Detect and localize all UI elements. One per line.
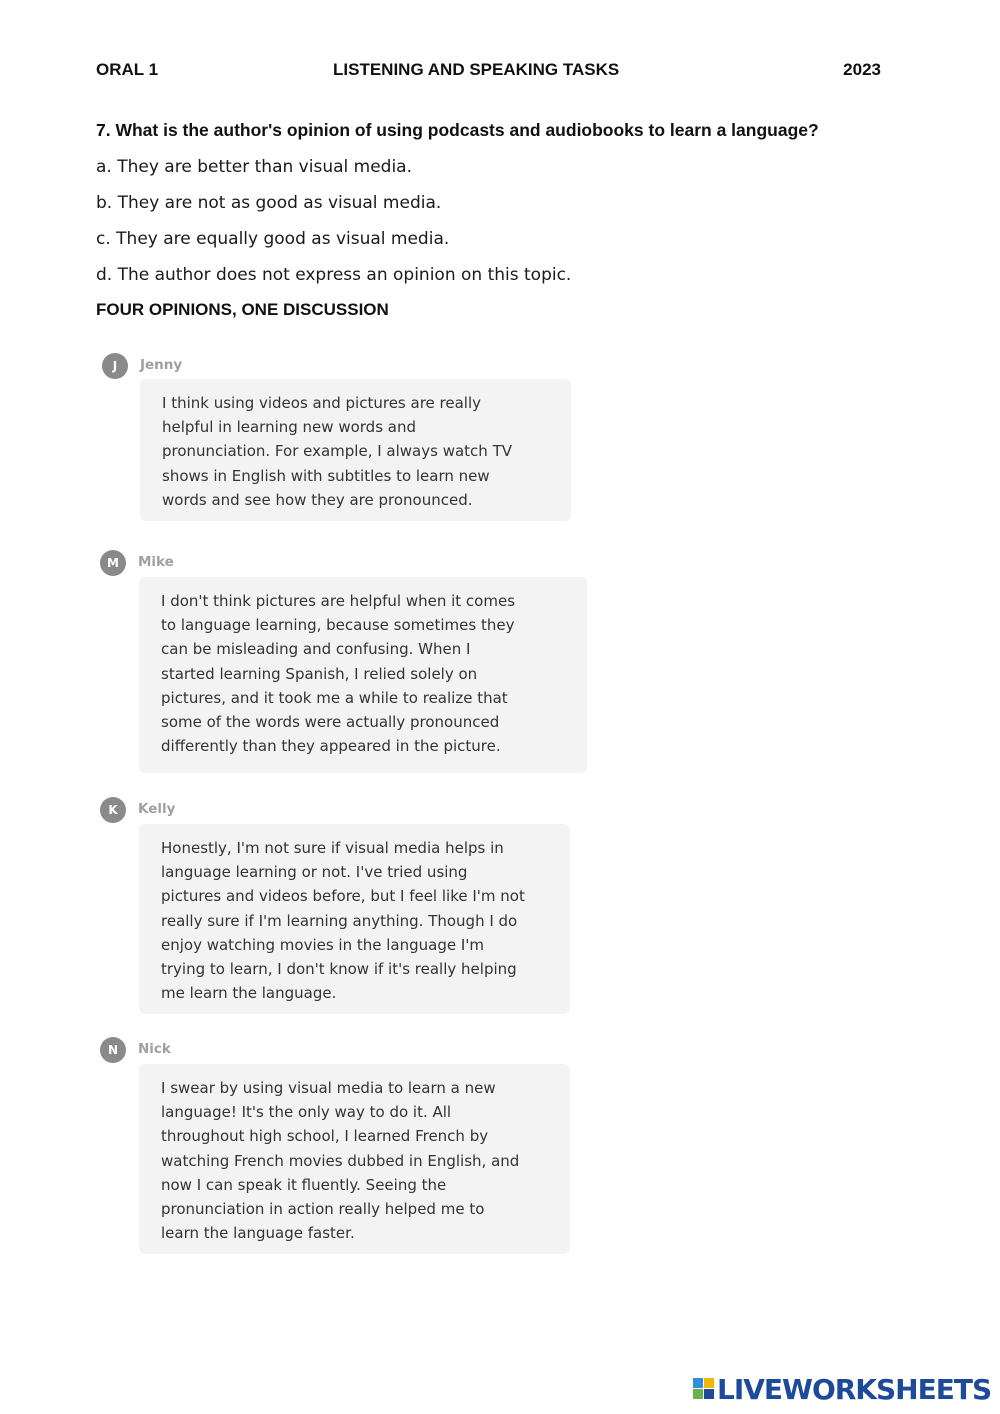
comment-line: to language learning, because sometimes they [161, 616, 515, 635]
question-text: 7. What is the author's opinion of using podcasts and audiobooks to learn a language? [96, 120, 819, 140]
comment-line: I don't think pictures are helpful when it comes [161, 592, 516, 610]
comment-line: I swear by using visual media to learn a new [161, 1079, 496, 1097]
comment-line: pictures, and it took me a while to realize that [161, 688, 508, 707]
comment-line: started learning Spanish, I relied solely on [161, 664, 478, 683]
comment-line: some of the words were actually pronounced [161, 713, 500, 732]
liveworksheets-logo-icon [693, 1378, 715, 1400]
comment-line: words and see how they are pronounced. [162, 490, 473, 509]
page-header [96, 60, 881, 84]
comment-bubble [140, 379, 571, 521]
comment-author: Mike [138, 554, 174, 570]
logo-square-4 [704, 1389, 714, 1399]
answer-option-b: b. They are not as good as visual media. [96, 193, 442, 213]
comment-bubble [139, 577, 587, 773]
comment-line: enjoy watching movies in the language I'm [161, 935, 485, 954]
liveworksheets-logo-text: LIVEWORKSHEETS [717, 1373, 992, 1406]
comment-author: Nick [138, 1041, 171, 1057]
answer-option-d: d. The author does not express an opinion on this topic. [96, 265, 572, 285]
answer-option-c: c. They are equally good as visual media. [96, 229, 450, 249]
logo-square-1 [693, 1378, 703, 1388]
answer-options [96, 155, 571, 299]
comment-line: shows in English with subtitles to learn new [162, 466, 490, 485]
section-title: FOUR OPINIONS, ONE DISCUSSION [96, 300, 389, 319]
comment-line: pronunciation in action really helped me to [161, 1200, 485, 1219]
avatar: M [100, 550, 126, 576]
comment-line: helpful in learning new words and [162, 418, 416, 437]
comment-line: language! It's the only way to do it. All [161, 1103, 452, 1122]
comment-line: can be misleading and confusing. When I [161, 640, 471, 659]
comment-line: Honestly, I'm not sure if visual media helps in [161, 839, 504, 857]
header-title: LISTENING AND SPEAKING TASKS [333, 60, 620, 79]
header-course: ORAL 1 [96, 60, 159, 79]
comment-line: pronunciation. For example, I always watch TV [162, 442, 512, 461]
comment-line: pictures and videos before, but I feel like I'm not [161, 887, 525, 906]
liveworksheets-logo [693, 1373, 992, 1406]
comment-author: Jenny [140, 357, 183, 373]
avatar: N [100, 1037, 126, 1063]
avatar: K [100, 797, 126, 823]
header-year: 2023 [843, 60, 881, 79]
comment-line: learn the language faster. [161, 1224, 355, 1243]
logo-square-3 [693, 1389, 703, 1399]
comment-bubble [139, 1064, 570, 1254]
logo-square-2 [704, 1378, 714, 1388]
comment-line: me learn the language. [161, 984, 337, 1003]
comment-line: I think using videos and pictures are really [162, 394, 482, 412]
comment-line: language learning or not. I've tried using [161, 863, 468, 882]
avatar: J [102, 353, 128, 379]
comment-line: really sure if I'm learning anything. Though I do [161, 911, 518, 930]
comment-line: differently than they appeared in the picture. [161, 737, 501, 756]
answer-option-a: a. They are better than visual media. [96, 157, 412, 177]
comment-line: now I can speak it fluently. Seeing the [161, 1175, 447, 1194]
comment-line: watching French movies dubbed in English, and [161, 1151, 520, 1170]
comment-line: trying to learn, I don't know if it's really helping [161, 960, 517, 979]
comment-bubble [139, 824, 570, 1014]
comment-line: throughout high school, I learned French by [161, 1127, 489, 1146]
comment-author: Kelly [138, 801, 176, 817]
